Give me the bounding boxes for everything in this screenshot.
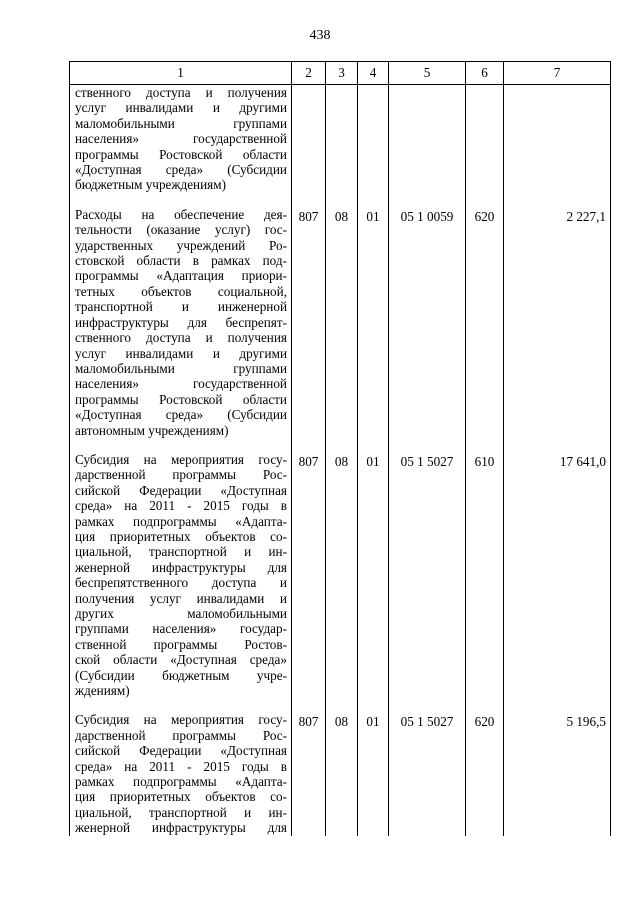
spacer-cell <box>70 193 292 207</box>
row-spacer <box>70 698 611 712</box>
spacer-cell <box>504 193 611 207</box>
row-description <box>70 712 292 835</box>
table-row <box>70 207 611 438</box>
spacer-cell <box>292 438 326 452</box>
spacer-cell <box>358 698 389 712</box>
description-line: сийской Федерации «Доступная <box>75 743 287 759</box>
page-number: 438 <box>309 28 331 43</box>
description-line: женерной инфраструктуры для <box>75 559 287 575</box>
description-line: ственного доступа и получения <box>75 330 287 346</box>
description-line: маломобильными группами <box>75 115 287 131</box>
spacer-cell <box>389 698 466 712</box>
target-article-code: 05 1 0059 <box>389 207 466 438</box>
description-line: услуг инвалидами и другими <box>75 345 287 361</box>
target-article-code: 05 1 5027 <box>389 712 466 835</box>
amount: 2 227,1 <box>504 207 611 438</box>
description-line: стовской области в рамках под- <box>75 253 287 269</box>
description-line: Расходы на обеспечение дея- <box>75 206 287 222</box>
row-description <box>70 452 292 699</box>
spacer-cell <box>292 698 326 712</box>
section-code: 08 <box>326 207 358 438</box>
spacer-cell <box>358 438 389 452</box>
description-line: программы Ростовской области <box>75 391 287 407</box>
description-line: программы «Адаптация приори- <box>75 268 287 284</box>
target-article-code <box>389 85 466 193</box>
ministry-code <box>292 85 326 193</box>
subsection-code: 01 <box>358 712 389 835</box>
row-spacer <box>70 438 611 452</box>
description-line: женерной инфраструктуры для <box>75 820 287 836</box>
spacer-cell <box>292 193 326 207</box>
table-header-row <box>70 62 611 85</box>
col-header-3: 3 <box>326 62 358 85</box>
ministry-code: 807 <box>292 452 326 699</box>
spacer-cell <box>466 438 504 452</box>
spacer-cell <box>504 698 611 712</box>
description-line: циальной, транспортной и ин- <box>75 544 287 560</box>
description-line: ударственных учреждений Ро- <box>75 237 287 253</box>
description-line: населения» государственной <box>75 376 287 392</box>
description-line: получения услуг инвалидами и <box>75 590 287 606</box>
description-line: тетных объектов социальной, <box>75 283 287 299</box>
subsection-code: 01 <box>358 452 389 699</box>
row-description <box>70 85 292 193</box>
table-row <box>70 712 611 835</box>
col-header-2: 2 <box>292 62 326 85</box>
description-line: автономным учреждениям) <box>75 422 229 438</box>
spacer-cell <box>70 438 292 452</box>
description-line: тельности (оказание услуг) гос- <box>75 222 287 238</box>
spacer-cell <box>466 698 504 712</box>
expense-type-code: 610 <box>466 452 504 699</box>
amount: 5 196,5 <box>504 712 611 835</box>
description-line: ция приоритетных объектов со- <box>75 789 287 805</box>
description-line: услуг инвалидами и другими <box>75 100 287 116</box>
section-code: 08 <box>326 452 358 699</box>
row-description <box>70 207 292 438</box>
subsection-code: 01 <box>358 207 389 438</box>
section-code <box>326 85 358 193</box>
spacer-cell <box>70 698 292 712</box>
description-line: ция приоритетных объектов со- <box>75 528 287 544</box>
description-line: населения» государственной <box>75 131 287 147</box>
description-line: рамках подпрограммы «Адапта- <box>75 513 287 529</box>
description-line: рамках подпрограммы «Адапта- <box>75 774 287 790</box>
col-header-6: 6 <box>466 62 504 85</box>
description-line: ственной программы Ростов- <box>75 636 287 652</box>
description-line: Субсидия на мероприятия госу- <box>75 712 287 728</box>
col-header-7: 7 <box>504 62 611 85</box>
spacer-cell <box>326 698 358 712</box>
row-spacer <box>70 193 611 207</box>
spacer-cell <box>504 438 611 452</box>
description-line: бюджетным учреждениям) <box>75 177 226 193</box>
section-code: 08 <box>326 712 358 835</box>
description-line: «Доступная среда» (Субсидии <box>75 162 287 178</box>
target-article-code: 05 1 5027 <box>389 452 466 699</box>
spacer-cell <box>466 193 504 207</box>
description-line: программы Ростовской области <box>75 146 287 162</box>
description-line: инфраструктуры для беспрепят- <box>75 314 287 330</box>
description-line: (Субсидии бюджетным учре- <box>75 667 287 683</box>
description-line: среда» на 2011 - 2015 годы в <box>75 758 287 774</box>
description-line: Субсидия на мероприятия госу- <box>75 451 287 467</box>
expense-type-code <box>466 85 504 193</box>
ministry-code: 807 <box>292 712 326 835</box>
col-header-4: 4 <box>358 62 389 85</box>
col-header-1: 1 <box>70 62 292 85</box>
budget-table <box>69 61 611 836</box>
expense-type-code: 620 <box>466 207 504 438</box>
description-line: ской области «Доступная среда» <box>75 652 287 668</box>
amount <box>504 85 611 193</box>
amount: 17 641,0 <box>504 452 611 699</box>
spacer-cell <box>326 438 358 452</box>
table-row <box>70 85 611 193</box>
description-line: среда» на 2011 - 2015 годы в <box>75 498 287 514</box>
description-line: ственного доступа и получения <box>75 85 287 100</box>
expense-type-code: 620 <box>466 712 504 835</box>
description-line: других маломобильными <box>75 606 287 621</box>
col-header-5: 5 <box>389 62 466 85</box>
spacer-cell <box>326 193 358 207</box>
description-line: беспрепятственного доступа и <box>75 575 287 591</box>
table-row <box>70 452 611 699</box>
description-line: группами населения» государ- <box>75 621 287 637</box>
description-line: циальной, транспортной и ин- <box>75 804 287 820</box>
ministry-code: 807 <box>292 207 326 438</box>
description-line: ждениям) <box>75 683 130 699</box>
description-line: дарственной программы Рос- <box>75 727 287 743</box>
subsection-code <box>358 85 389 193</box>
spacer-cell <box>358 193 389 207</box>
description-line: сийской Федерации «Доступная <box>75 482 287 498</box>
description-line: дарственной программы Рос- <box>75 467 287 483</box>
spacer-cell <box>389 438 466 452</box>
description-line: «Доступная среда» (Субсидии <box>75 407 287 423</box>
description-line: транспортной и инженерной <box>75 299 287 315</box>
description-line: маломобильными группами <box>75 360 287 376</box>
spacer-cell <box>389 193 466 207</box>
